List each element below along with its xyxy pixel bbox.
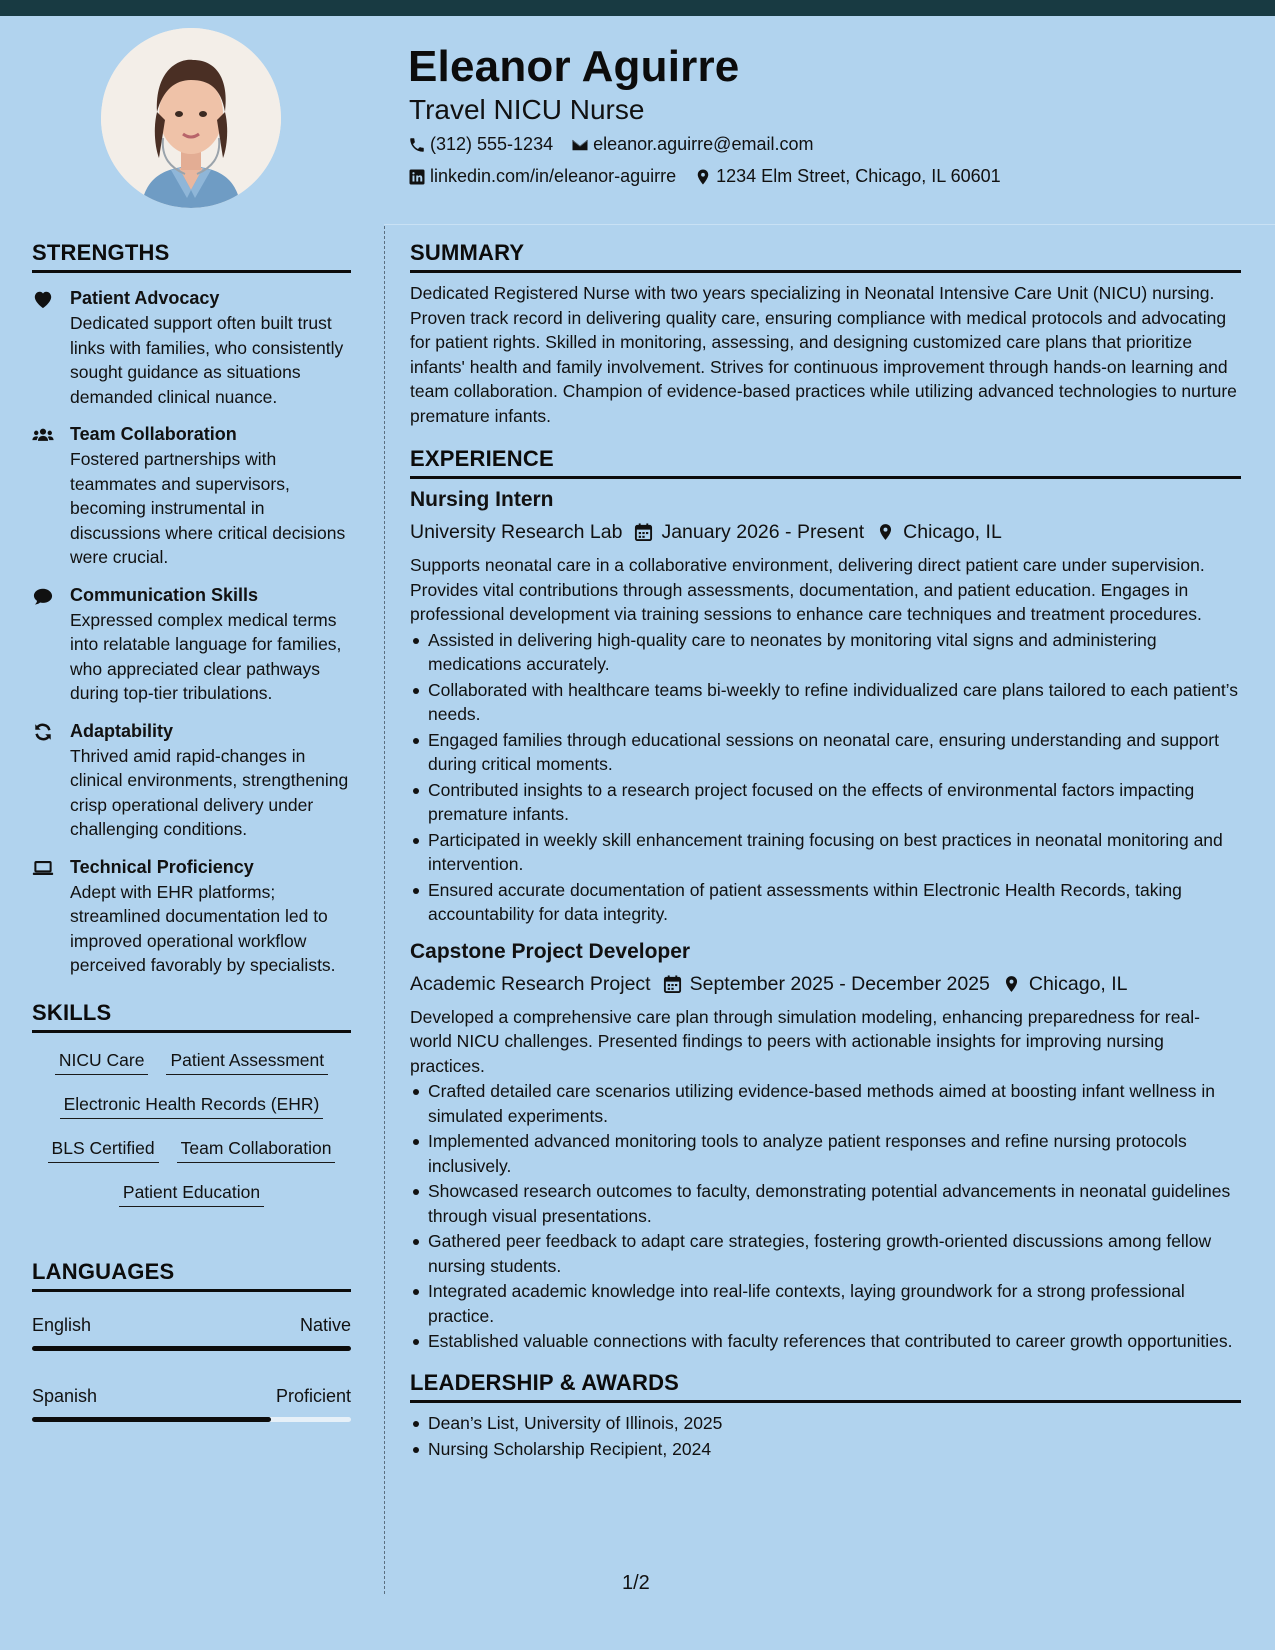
language-name: English [32,1314,92,1335]
job-meta [410,519,1241,545]
address-text: 1234 Elm Street, Chicago, IL 60601 [716,166,1001,186]
map-pin-icon [694,168,712,186]
language-item [32,1314,351,1351]
skill-tag: BLS Certified [48,1137,159,1163]
strength-description: Fostered partnerships with teammates and supervisors, becoming instrumental in discussions where critical decisions were crucial. [70,449,346,567]
languages-heading: LANGUAGES [32,1259,351,1292]
avatar-portrait-icon [101,28,281,208]
calendar-icon [634,522,653,542]
strength-description: Dedicated support often built trust links with families, who consistently sought guidance as situations demanded clinical nuance. [70,313,344,407]
language-item [32,1385,351,1422]
strength-description: Adept with EHR platforms; streamlined documentation led to improved operational workflow perceived favorably by specialists. [70,881,336,975]
job-location [876,519,1002,545]
job-title: Capstone Project Developer [410,939,691,963]
contact-address [694,166,1001,187]
linkedin-icon [408,168,426,186]
job-meta [410,971,1241,997]
language-name: Spanish [32,1385,98,1406]
strength-description: Expressed complex medical terms into relatable language for families, who appreciated clear pathways during top-tier tribulations. [70,609,342,703]
sync-icon [32,722,54,742]
contact-row-1 [408,134,831,155]
strengths-heading: STRENGTHS [32,240,351,273]
phone-icon [408,136,426,154]
list-item: Nursing Scholarship Recipient, 2024 [410,1437,1241,1462]
job-description: Developed a comprehensive care plan through simulation modeling, enhancing preparedness for real-world NICU challenges. Presented findings to peers with actionable insights for improving nursing practices. [410,1006,1200,1076]
language-level: Native [299,1314,351,1335]
candidate-role: Travel NICU Nurse [409,94,645,125]
awards-heading: LEADERSHIP & AWARDS [410,1370,1241,1403]
strength-title: Adaptability [70,720,174,741]
users-icon [32,425,54,445]
header-divider [384,224,1275,225]
language-proficiency-bar [32,1417,351,1422]
contact-phone [408,134,553,155]
contact-linkedin[interactable] [408,166,676,187]
email-link[interactable]: eleanor.aguirre@email.com [593,134,814,154]
map-pin-icon [1002,974,1021,994]
summary-heading: SUMMARY [410,240,1241,273]
strength-item [32,856,351,978]
strength-description: Thrived amid rapid-changes in clinical environments, strengthening crisp operational delivery under challenging conditions. [70,745,349,839]
job-dates-text: September 2025 - December 2025 [689,972,990,995]
list-item: Dean’s List, University of Illinois, 2025 [410,1411,1241,1436]
job-location-text: Chicago, IL [1028,972,1128,995]
job-entry [410,939,1241,1354]
list-item: Integrated academic knowledge into real-life contexts, laying groundwork for a strong professional practice. [410,1279,1241,1328]
experience-heading: EXPERIENCE [410,446,1241,479]
skill-tag: Team Collaboration [177,1137,336,1163]
column-divider [384,226,385,1594]
list-item: Implemented advanced monitoring tools to analyze patient responses and refine nursing protocols inclusively. [410,1129,1241,1178]
strength-title: Communication Skills [70,584,259,605]
map-pin-icon [876,522,895,542]
strength-item [32,423,351,570]
list-item: Established valuable connections with faculty references that contributed to career growth opportunities. [410,1329,1241,1354]
job-bullets [410,628,1241,927]
job-dates [663,971,990,997]
contact-email[interactable] [571,134,813,155]
job-location [1002,971,1128,997]
list-item: Showcased research outcomes to faculty, demonstrating potential advancements in neonatal guidelines through visual presentations. [410,1179,1241,1228]
skill-tag: Electronic Health Records (EHR) [60,1093,324,1119]
strength-item [32,720,351,842]
job-bullets [410,1079,1241,1354]
calendar-icon [663,974,682,994]
job-location-text: Chicago, IL [903,521,1002,543]
phone-text: (312) 555-1234 [430,134,554,154]
strength-item [32,287,351,409]
summary-text: Dedicated Registered Nurse with two years specializing in Neonatal Intensive Care Unit (NICU) nursing. Proven track record in delivering quality care, ensuring compliance with medical protocols and advocating for patient rights. Skilled in monitoring, assessing, and designing customized care plans that prioritize infants' health and family involvement. Strives for continuous improvement through hands-on learning and team collaboration. Champion of evidence-based practices while utilizing advanced technologies to nurture premature infants. [410,283,1237,426]
list-item: Gathered peer feedback to adapt care strategies, fostering growth-oriented discussions among fellow nursing students. [410,1229,1241,1278]
skills-heading: SKILLS [32,1000,351,1033]
strength-item [32,584,351,706]
job-entry [410,487,1241,927]
job-description: Supports neonatal care in a collaborative environment, delivering direct patient care under supervision. Provides vital contributions through assessments, documentation, and patient education. Engages in professional development via training sessions to enhance care techniques and treatment procedures. [410,555,1205,624]
job-dates [634,519,864,545]
linkedin-link[interactable]: linkedin.com/in/eleanor-aguirre [430,166,677,186]
strength-title: Technical Proficiency [70,856,254,877]
list-item: Engaged families through educational sessions on neonatal care, ensuring understanding and support during critical moments. [410,728,1241,777]
profile-photo [101,28,281,208]
skill-tag: NICU Care [55,1049,149,1075]
skills-list [32,1039,351,1215]
top-accent-bar [0,0,1275,16]
right-column [410,240,1241,1462]
list-item: Collaborated with healthcare teams bi-weekly to refine individualized care plans tailored to each patient’s needs. [410,678,1241,727]
list-item: Contributed insights to a research project focused on the effects of environmental factors impacting premature infants. [410,778,1241,827]
job-dates-text: January 2026 - Present [661,521,865,543]
list-item: Assisted in delivering high-quality care to neonates by monitoring vital signs and administering medications accurately. [410,628,1241,677]
page-number: 1/2 [622,1572,650,1594]
skill-tag: Patient Education [119,1181,264,1207]
strength-title: Patient Advocacy [70,288,220,308]
language-proficiency-fill [32,1417,271,1422]
job-organization: Academic Research Project [410,972,651,995]
left-column [32,240,351,1422]
language-level: Proficient [275,1385,351,1406]
candidate-name: Eleanor Aguirre [408,42,740,91]
envelope-icon [571,136,589,154]
heart-icon [32,289,54,309]
laptop-icon [32,858,54,878]
job-organization: University Research Lab [410,521,623,543]
skill-tag: Patient Assessment [166,1049,328,1075]
list-item: Participated in weekly skill enhancement training focusing on best practices in neonatal monitoring and intervention. [410,828,1241,877]
list-item: Crafted detailed care scenarios utilizing evidence-based methods aimed at boosting infant wellness in simulated experiments. [410,1079,1241,1128]
job-title: Nursing Intern [410,488,554,511]
awards-list [410,1411,1241,1462]
comment-icon [32,586,54,606]
language-proficiency-bar [32,1346,351,1351]
list-item: Ensured accurate documentation of patient assessments within Electronic Health Records, taking accountability for data integrity. [410,878,1241,927]
contact-row-2 [408,166,1019,187]
strength-title: Team Collaboration [70,424,237,444]
language-proficiency-fill [32,1346,351,1351]
